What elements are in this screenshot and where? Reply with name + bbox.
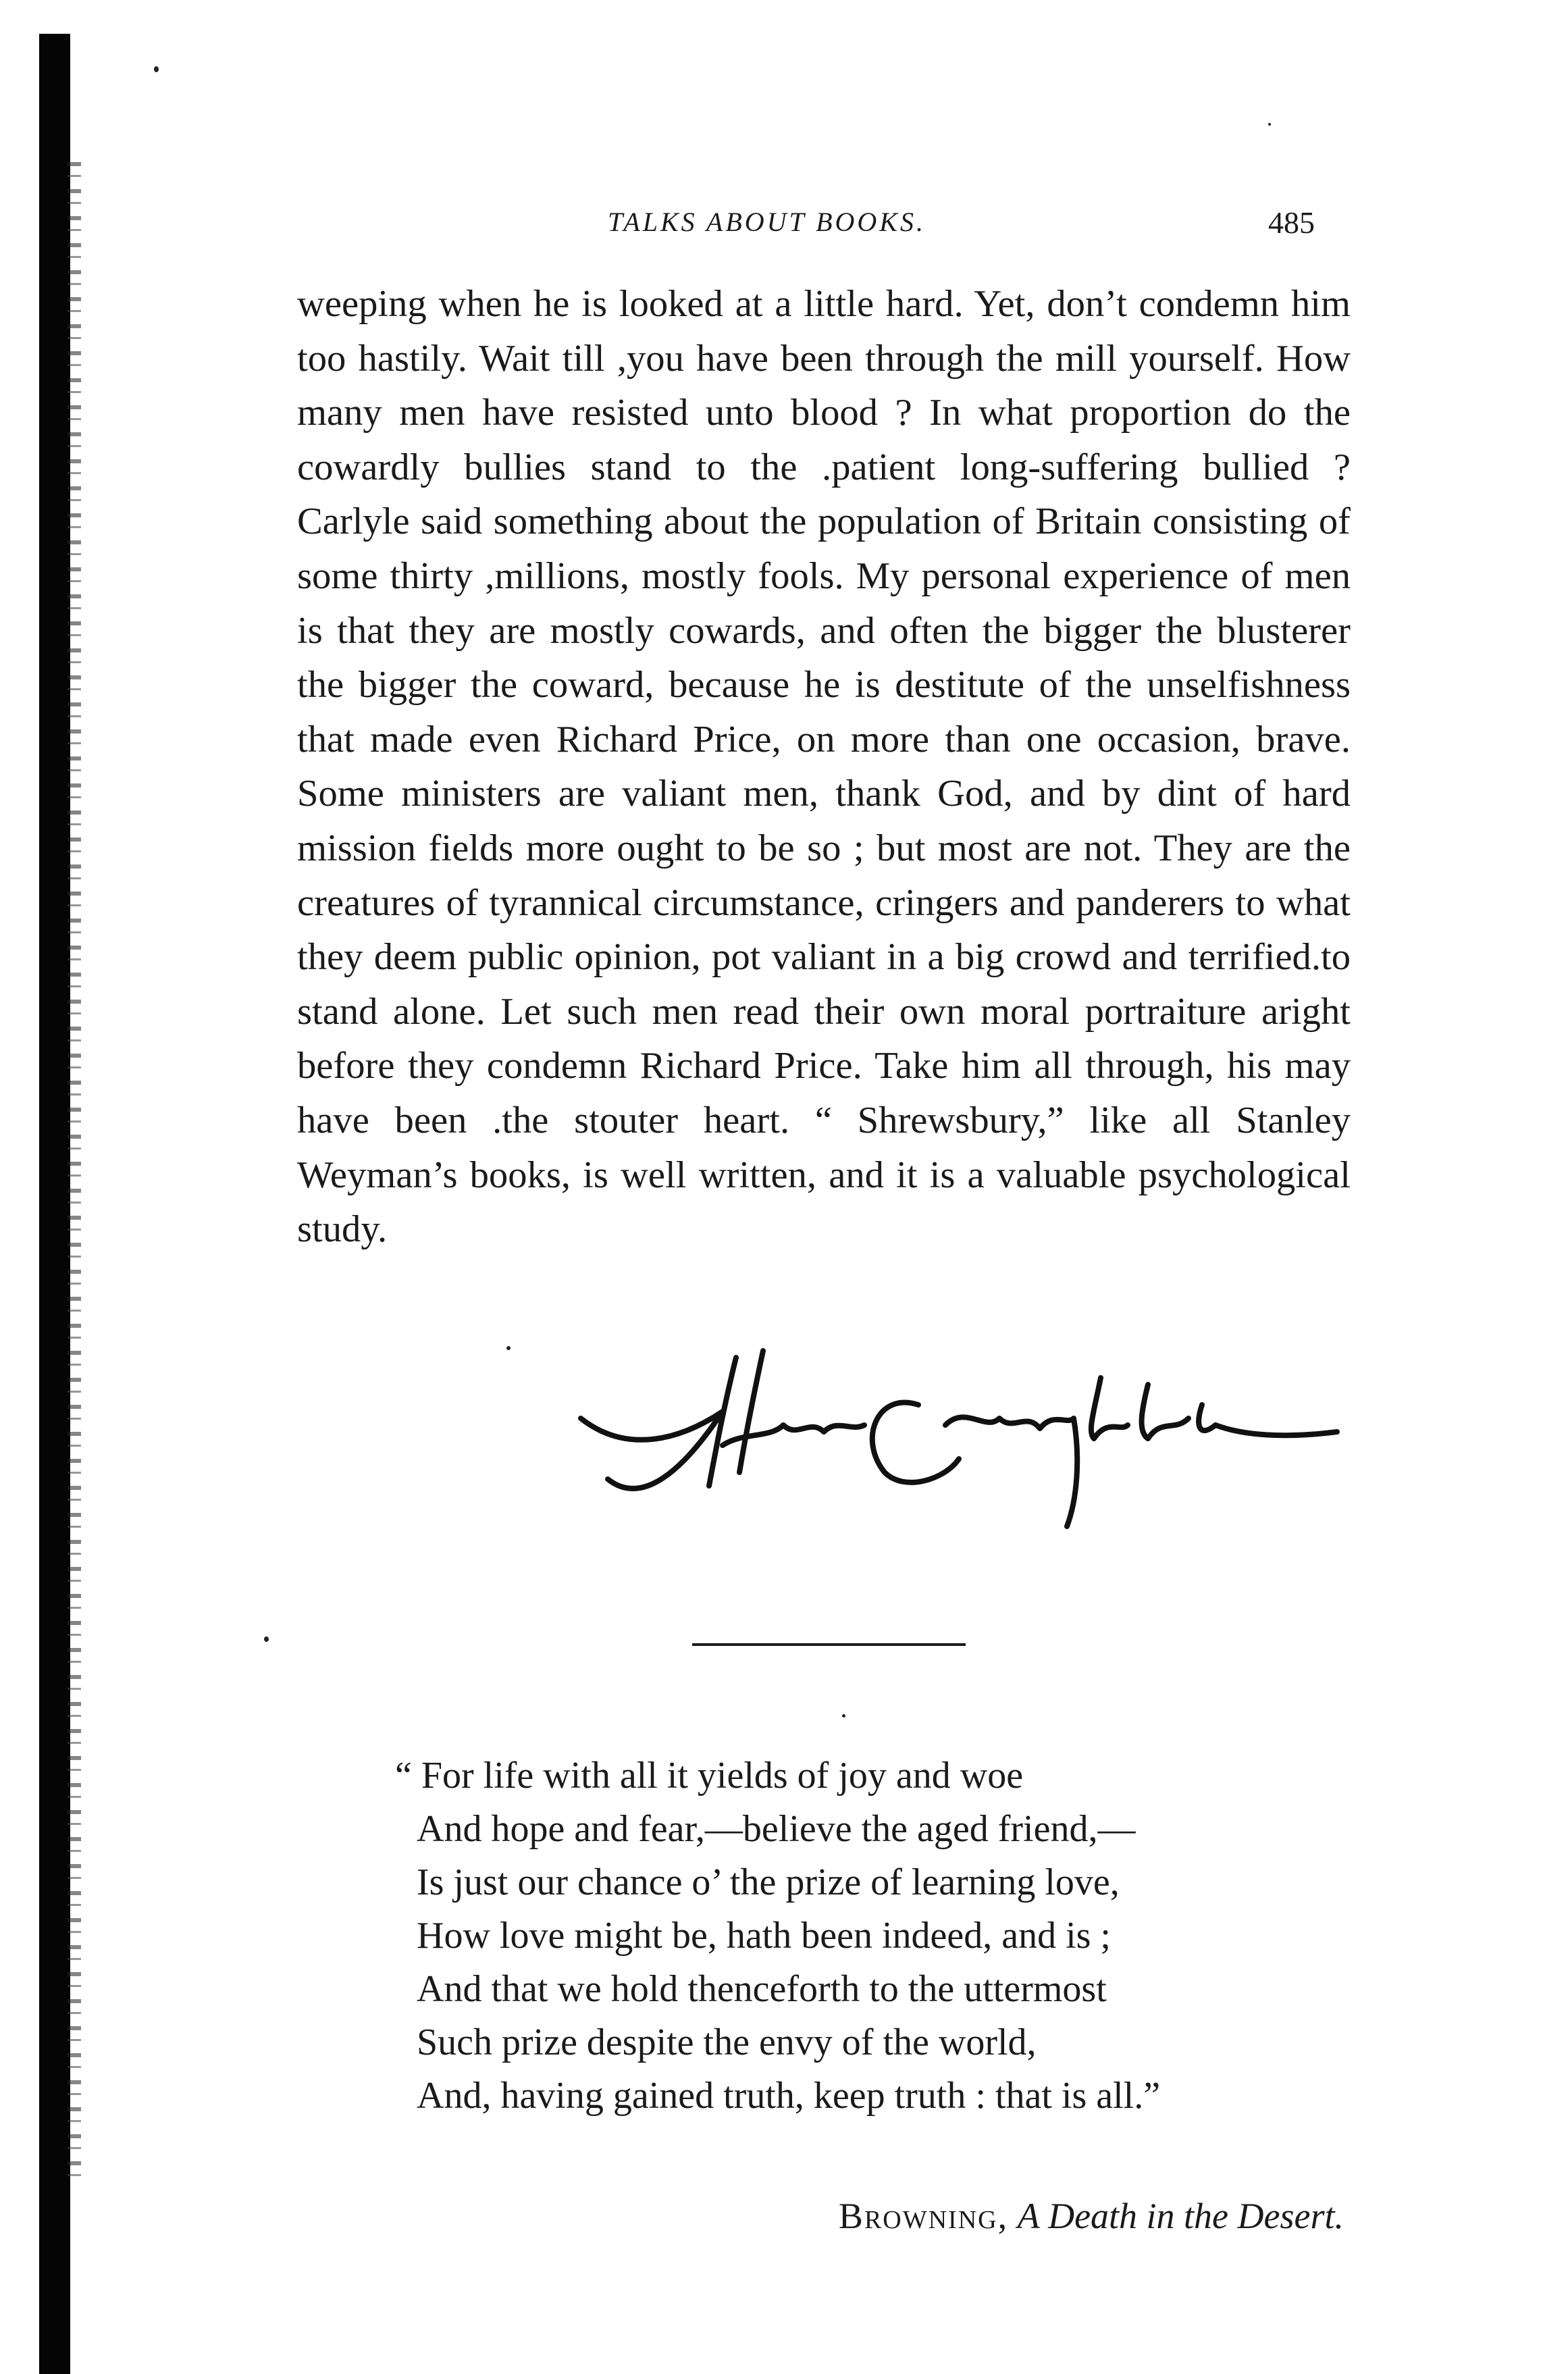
- verse-line: How love might be, hath been indeed, and is ;: [417, 1915, 1111, 1957]
- body-paragraph: weeping when he is looked at a little hard. Yet, don’t condemn him too hastily. Wait till ,you have been through the mill yourself. How many men have resisted unto blood ? In what proportion do the cowardly bullies stand to the .patient long-suffering bullied ? Carlyle said something about the population of Britain consisting of some thirty ,millions, mostly fools. My personal experience of men is that they are mostly cowards, and often the bigger the blusterer the bigger the coward, because he is destitute of the unselfishness that made even Richard Price, on more than one occasion, brave. Some ministers are valiant men, thank God, and by dint of hard mission fields more ought to be so ; but most are not. They are the creatures of tyrannical circumstance, cringers and panderers to what they deem public opinion, pot valiant in a big crowd and terrified.to stand alone. Let such men read their own moral portraiture aright before they condemn Richard Price. Take him all through, his may have been .the stouter heart. “ Shrewsbury,” like all Stanley Weyman’s books, is well written, and it is a valuable psychological study.: [297, 283, 1351, 1251]
- running-title: TALKS ABOUT BOOKS.: [608, 207, 926, 237]
- verse-line: Such prize despite the envy of the world,: [417, 2021, 1037, 2063]
- section-divider: [692, 1643, 966, 1646]
- verse-line: And hope and fear,—believe the aged friend,—: [417, 1808, 1136, 1850]
- verse-line: “ For life with all it yields of joy and woe: [395, 1755, 1024, 1797]
- handwritten-signature: [567, 1337, 1351, 1540]
- scan-speck: [264, 1636, 269, 1642]
- verse-quotation: [395, 1749, 1367, 2123]
- verse-line: And, having gained truth, keep truth : that is all.”: [417, 2075, 1161, 2117]
- verse-attribution: [736, 2195, 1344, 2237]
- verse-line: Is just our chance o’ the prize of learning love,: [417, 1861, 1120, 1903]
- scan-speck: [506, 1346, 511, 1350]
- scan-speck: [1268, 123, 1271, 126]
- attribution-work: A Death in the Desert.: [1017, 2196, 1344, 2236]
- verse-line: And that we hold thenceforth to the uttermost: [417, 1968, 1107, 2010]
- scan-gutter-shadow: [39, 34, 70, 2374]
- scan-speck: [154, 66, 159, 72]
- attribution-author: Browning,: [838, 2196, 1009, 2236]
- scan-speck: [842, 1714, 845, 1718]
- page-number: 485: [1268, 205, 1315, 240]
- running-head: [0, 199, 1568, 247]
- scan-gutter-speckle: [68, 162, 81, 2188]
